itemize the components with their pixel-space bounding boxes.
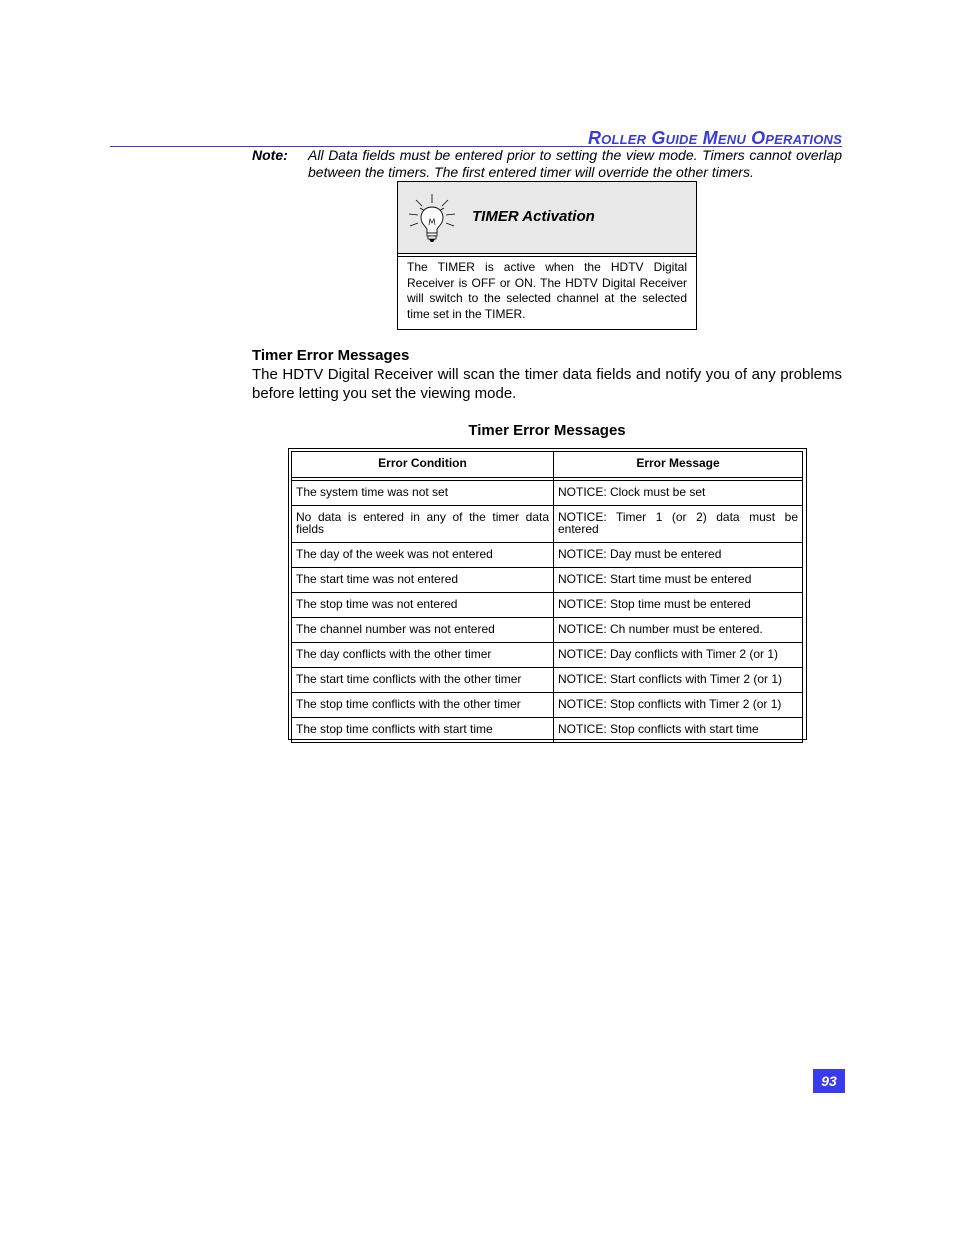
note-text: All Data fields must be entered prior to setting the view mode. Timers cannot overlap between the timers. The first entered timer will override the other timers. [308, 147, 842, 180]
table-row [292, 718, 803, 743]
error-table [291, 451, 803, 743]
section-title: Timer Error Messages [252, 347, 410, 364]
table-row [292, 643, 803, 668]
section-paragraph: The HDTV Digital Receiver will scan the timer data fields and notify you of any problems before letting you set the viewing mode. [252, 366, 842, 402]
tip-body: The TIMER is active when the HDTV Digital Receiver is OFF or ON. The HDTV Digital Receiver will switch to the selected channel at the selected time set in the TIMER. [407, 260, 687, 321]
error-message-cell: NOTICE: Clock must be set [554, 481, 803, 506]
error-condition-cell: The start time conflicts with the other timer [292, 668, 554, 693]
error-condition-cell: The day of the week was not entered [292, 543, 554, 568]
error-message-cell: NOTICE: Day conflicts with Timer 2 (or 1) [554, 643, 803, 668]
error-condition-cell: The channel number was not entered [292, 618, 554, 643]
error-condition-cell: The day conflicts with the other timer [292, 643, 554, 668]
error-condition-cell: The stop time conflicts with the other timer [292, 693, 554, 718]
column-header-message: Error Message [554, 452, 803, 478]
error-message-cell: NOTICE: Start conflicts with Timer 2 (or 1) [554, 668, 803, 693]
lightbulb-icon [406, 192, 458, 244]
note-label: Note: [252, 147, 288, 163]
tip-header [398, 182, 696, 254]
error-condition-cell: The stop time conflicts with start time [292, 718, 554, 743]
page-number: 93 [813, 1069, 845, 1093]
error-message-cell: NOTICE: Ch number must be entered. [554, 618, 803, 643]
table-row [292, 618, 803, 643]
error-condition-cell: The start time was not entered [292, 568, 554, 593]
table-row [292, 506, 803, 543]
table-header-row [292, 452, 803, 478]
table-row [292, 668, 803, 693]
table-title: Timer Error Messages [468, 422, 626, 439]
column-header-condition: Error Condition [292, 452, 554, 478]
error-message-cell: NOTICE: Stop conflicts with start time [554, 718, 803, 743]
table-row [292, 593, 803, 618]
section-header: Roller Guide Menu Operations [587, 128, 842, 148]
error-message-cell: NOTICE: Start time must be entered [554, 568, 803, 593]
table-row [292, 568, 803, 593]
table-row [292, 543, 803, 568]
error-message-cell: NOTICE: Day must be entered [554, 543, 803, 568]
error-condition-cell: The system time was not set [292, 481, 554, 506]
error-message-cell: NOTICE: Stop time must be entered [554, 593, 803, 618]
error-message-cell: NOTICE: Timer 1 (or 2) data must be entered [554, 506, 803, 543]
error-message-cell: NOTICE: Stop conflicts with Timer 2 (or 1) [554, 693, 803, 718]
tip-title: TIMER Activation [472, 208, 595, 225]
table-row [292, 481, 803, 506]
error-condition-cell: The stop time was not entered [292, 593, 554, 618]
table-row [292, 693, 803, 718]
tip-box [397, 181, 697, 330]
error-condition-cell: No data is entered in any of the timer data fields [292, 506, 554, 543]
error-table-frame [288, 448, 807, 740]
